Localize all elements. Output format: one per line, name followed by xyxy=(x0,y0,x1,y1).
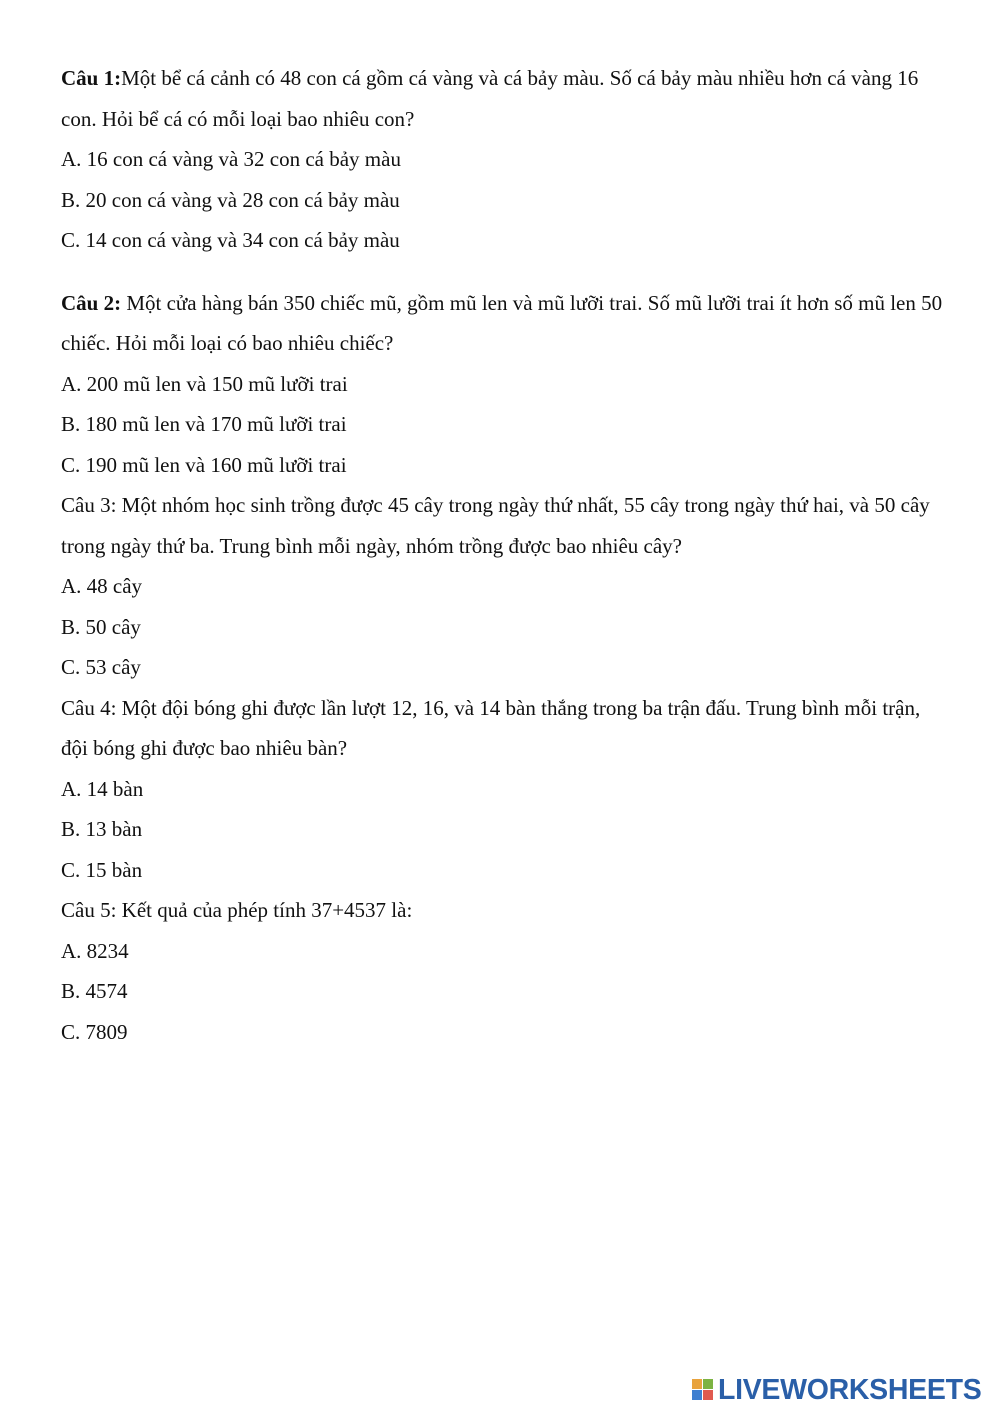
question-stem xyxy=(61,283,951,364)
question-1 xyxy=(61,58,951,261)
liveworksheets-logo-icon xyxy=(692,1379,714,1401)
answer-option-a[interactable]: A. 48 cây xyxy=(61,574,143,598)
question-stem xyxy=(61,688,951,769)
answer-option-c[interactable]: C. 14 con cá vàng và 34 con cá bảy màu xyxy=(61,228,400,252)
answer-option-b[interactable]: B. 180 mũ len và 170 mũ lưỡi trai xyxy=(61,412,347,436)
question-text: Một đội bóng ghi được lần lượt 12, 16, và 14 bàn thắng trong ba trận đấu. Trung bình mỗi trận, đội bóng ghi được bao nhiêu bàn? xyxy=(61,695,921,760)
answer-option-c[interactable]: C. 7809 xyxy=(61,1019,128,1044)
question-stem xyxy=(61,58,951,139)
question-stem xyxy=(61,890,951,931)
question-2 xyxy=(61,283,951,486)
question-5 xyxy=(61,890,951,1052)
question-label: Câu 3: xyxy=(61,493,117,517)
answer-option-a[interactable]: A. 16 con cá vàng và 32 con cá bảy màu xyxy=(61,147,401,171)
liveworksheets-watermark xyxy=(692,1372,981,1408)
logo-square xyxy=(703,1390,713,1400)
answer-option-b[interactable]: B. 20 con cá vàng và 28 con cá bảy màu xyxy=(61,187,400,212)
question-label: Câu 1: xyxy=(61,66,122,90)
question-text: Một nhóm học sinh trồng được 45 cây trong ngày thứ nhất, 55 cây trong ngày thứ hai, và 50 cây trong ngày thứ ba. Trung bình mỗi ngày, nhóm trồng được bao nhiêu cây? xyxy=(61,493,930,558)
question-stem xyxy=(61,485,951,566)
logo-square xyxy=(692,1379,702,1389)
question-text: Một cửa hàng bán 350 chiếc mũ, gồm mũ len và mũ lưỡi trai. Số mũ lưỡi trai ít hơn số mũ len 50 chiếc. Hỏi mỗi loại có bao nhiêu chiếc? xyxy=(61,290,943,355)
question-label: Câu 4: xyxy=(61,695,117,720)
logo-square xyxy=(703,1379,713,1389)
answer-option-a[interactable]: A. 14 bàn xyxy=(61,776,144,801)
logo-square xyxy=(692,1390,702,1400)
answer-option-c[interactable]: C. 15 bàn xyxy=(61,857,143,882)
spacer xyxy=(61,261,951,283)
question-3 xyxy=(61,485,951,688)
watermark-text: LIVEWORKSHEETS xyxy=(718,1373,982,1406)
answer-option-c[interactable]: C. 53 cây xyxy=(61,655,141,679)
answer-option-c[interactable]: C. 190 mũ len và 160 mũ lưỡi trai xyxy=(61,452,347,477)
answer-option-b[interactable]: B. 50 cây xyxy=(61,614,141,639)
question-text: Một bể cá cảnh có 48 con cá gồm cá vàng và cá bảy màu. Số cá bảy màu nhiều hơn cá vàng 16 con. Hỏi bể cá có mỗi loại bao nhiêu con? xyxy=(61,66,919,131)
worksheet-page xyxy=(61,58,951,1052)
question-text: Kết quả của phép tính 37+4537 là: xyxy=(116,898,413,922)
answer-option-a[interactable]: A. 200 mũ len và 150 mũ lưỡi trai xyxy=(61,371,348,396)
answer-option-b[interactable]: B. 13 bàn xyxy=(61,817,143,841)
answer-option-b[interactable]: B. 4574 xyxy=(61,979,128,1003)
answer-option-a[interactable]: A. 8234 xyxy=(61,938,129,963)
question-label: Câu 2: xyxy=(61,290,122,315)
question-label: Câu 5: xyxy=(61,898,117,922)
question-4 xyxy=(61,688,951,891)
